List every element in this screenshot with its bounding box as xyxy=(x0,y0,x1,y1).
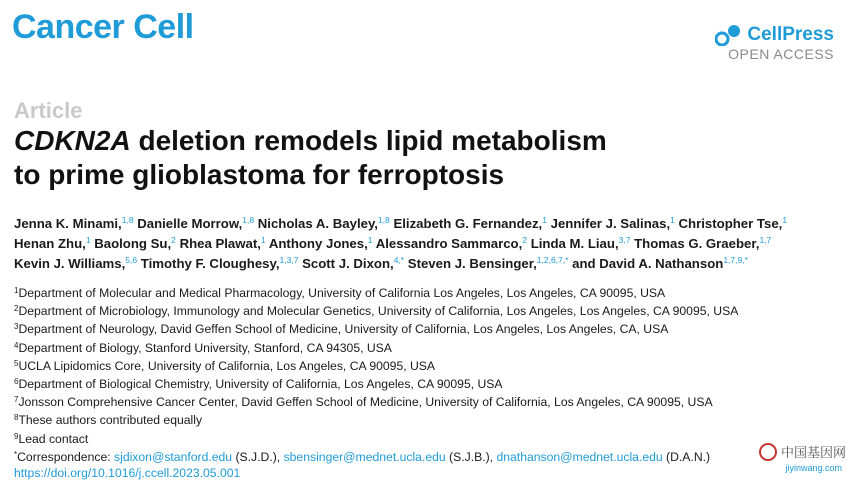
author-affiliation-marker: 1,8 xyxy=(242,215,255,225)
affiliation-item: $^4$Department of Biology, Stanford University, Stanford, CA 94305, USA xyxy=(14,340,392,355)
title-line2: to prime glioblastoma for ferroptosis xyxy=(14,159,505,190)
publisher-name: CellPress xyxy=(747,24,834,45)
author-name: Jenna K. Minami,$^{1,8}$ xyxy=(14,215,134,231)
author-affiliation-marker: 1,2,6,7,* xyxy=(536,255,569,265)
article-title xyxy=(14,124,734,192)
author-name: Danielle Morrow,$^{1,8}$ xyxy=(137,215,255,231)
article-type: Article xyxy=(14,98,83,123)
author-name: Jennifer J. Salinas,$^1$ xyxy=(550,215,675,231)
author-name: Christopher Tse,$^1$ xyxy=(678,215,788,231)
author-list xyxy=(14,212,844,272)
email-link-nathanson[interactable]: dnathanson@mednet.ucla.edu xyxy=(496,449,663,464)
author-name: and David A. Nathanson$^{1,7,9,*}$ xyxy=(572,255,748,271)
affiliation-item: $^9$Lead contact xyxy=(14,431,89,446)
title-line1: deletion remodels lipid metabolism xyxy=(130,125,607,156)
cellpress-logo-icon xyxy=(715,24,741,46)
affiliation-item: $^3$Department of Neurology, David Geffen School of Medicine, University of California, Los Angeles, Los Angeles, CA, USA xyxy=(14,322,669,337)
author-name: Anthony Jones,$^1$ xyxy=(268,235,373,251)
author-affiliation-marker: 1 xyxy=(670,215,675,225)
author-name: Alessandro Sammarco,$^2$ xyxy=(375,235,528,251)
affiliation-list xyxy=(14,283,844,481)
author-affiliation-marker: 2 xyxy=(522,235,528,245)
author-name: Thomas G. Graeber,$^{1,7}$ xyxy=(634,235,772,251)
author-affiliation-marker: 1 xyxy=(782,215,788,225)
affiliation-item: $^2$Department of Microbiology, Immunology and Molecular Genetics, University of California, Los Angeles, Los Angeles, CA 90095, USA xyxy=(14,304,739,319)
author-affiliation-marker: 2 xyxy=(171,235,176,245)
author-affiliation-marker: 5,6 xyxy=(125,255,138,265)
author-name: Rhea Plawat,$^1$ xyxy=(179,235,266,251)
doi-link[interactable]: https://doi.org/10.1016/j.ccell.2023.05.001 xyxy=(14,466,241,481)
author-affiliation-marker: 4,* xyxy=(393,255,405,265)
author-name: Timothy F. Cloughesy,$^{1,3,7}$ xyxy=(140,255,299,271)
author-name: Steven J. Bensinger,$^{1,2,6,7,*}$ xyxy=(407,255,569,271)
watermark-text: 中国基因网 xyxy=(780,445,846,460)
author-name: Nicholas A. Bayley,$^{1,8}$ xyxy=(257,215,390,231)
watermark-logo-icon xyxy=(759,443,777,461)
affiliation-item: $^5$UCLA Lipidomics Core, University of California, Los Angeles, CA 90095, USA xyxy=(14,358,436,373)
affiliation-item: $^1$Department of Molecular and Medical Pharmacology, University of California Los Angeles, Los Angeles, CA 90095, USA xyxy=(14,286,666,300)
author-affiliation-marker: 1 xyxy=(260,235,266,245)
author-affiliation-marker: 1 xyxy=(367,235,373,245)
author-affiliation-marker: 1 xyxy=(85,235,91,245)
affiliation-item: $^8$These authors contributed equally xyxy=(14,413,203,428)
author-affiliation-marker: 1 xyxy=(542,215,547,225)
affiliation-item: $^7$Jonsson Comprehensive Cancer Center, David Geffen School of Medicine, University of California, Los Angeles, CA 90095, USA xyxy=(14,395,713,410)
author-affiliation-marker: 1,8 xyxy=(121,215,134,225)
author-name: Elizabeth G. Fernandez,$^1$ xyxy=(393,215,547,231)
author-name: Linda M. Liau,$^{3,7}$ xyxy=(530,235,631,251)
email-link-bensinger[interactable]: sbensinger@mednet.ucla.edu xyxy=(283,449,446,464)
author-affiliation-marker: 1,8 xyxy=(377,215,390,225)
journal-name: Cancer Cell xyxy=(12,8,194,46)
open-access-label: OPEN ACCESS xyxy=(728,46,834,62)
watermark-subtext: jiyinwang.com xyxy=(785,463,842,473)
correspondence: *Correspondence: sjdixon@stanford.edu (S.J.D.), sbensinger@mednet.ucla.edu (S.J.B.), dnathanson@mednet.ucla.edu (D.A.N.) xyxy=(14,449,711,464)
author-affiliation-marker: 1,3,7 xyxy=(279,255,299,265)
publisher-logo xyxy=(715,24,834,62)
author-affiliation-marker: 1,7,9,* xyxy=(723,255,748,265)
title-gene: CDKN2A xyxy=(14,125,131,156)
author-name: Henan Zhu,$^1$ xyxy=(14,235,91,251)
author-affiliation-marker: 1,7 xyxy=(759,235,772,245)
author-name: Kevin J. Williams,$^{5,6}$ xyxy=(14,255,138,271)
site-watermark xyxy=(759,442,846,461)
author-affiliation-marker: 3,7 xyxy=(618,235,631,245)
email-link-dixon[interactable]: sjdixon@stanford.edu xyxy=(114,449,233,464)
affiliation-item: $^6$Department of Biological Chemistry, University of California, Los Angeles, CA 90095, USA xyxy=(14,377,503,392)
author-name: Baolong Su,$^2$ xyxy=(94,235,176,251)
author-name: Scott J. Dixon,$^{4,*}$ xyxy=(302,255,405,271)
